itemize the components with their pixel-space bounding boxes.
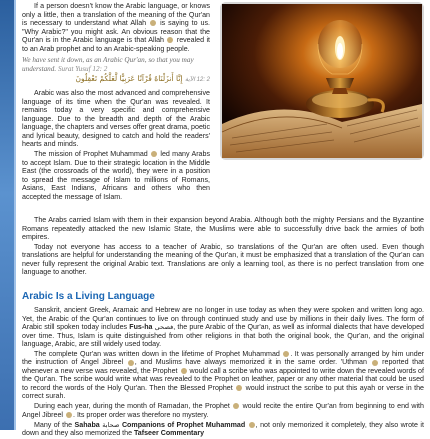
fusha-term: Fus-ha bbox=[129, 323, 153, 331]
honorific-icon bbox=[66, 412, 72, 418]
tafseer-term: Tafseer bbox=[134, 429, 159, 438]
intro-text-2: is saying to us. "Why Arabic?" you might ask. An obvious reason that the Qur'an is in the Arabic language is that Allah bbox=[22, 19, 211, 44]
compilation-text-4: reported that whenever a new verse was revealed, the Prophet bbox=[22, 358, 424, 375]
commentary-term: Commentary bbox=[160, 429, 205, 438]
intro-text-3: revealed it to an Arab prophet and to an Arabic-speaking people. bbox=[22, 36, 210, 53]
ramadan-text-3: . Its proper order was therefore no mystery. bbox=[73, 410, 209, 419]
expansion-paragraph: The Arabs carried Islam with them in their expansion beyond Arabia. Although both the mighty Persians and the Byzantine Romans repeatedly attacked the new Islamic State, the Muslims were able to successfully drive back the armies of both empires. bbox=[22, 216, 424, 241]
honorific-icon bbox=[151, 151, 157, 157]
sahaba-text-2: , not only memorized it completely, they bbox=[255, 420, 383, 429]
sahaba-text-3: also wrote it down and they also memorized the bbox=[22, 420, 424, 438]
compilation-paragraph bbox=[22, 350, 424, 401]
history-section bbox=[22, 216, 424, 278]
mission-text-1: The mission of Prophet Muhammad bbox=[34, 150, 148, 159]
living-language-section bbox=[22, 306, 424, 439]
living-language-paragraph bbox=[22, 306, 424, 349]
intro-paragraph bbox=[22, 2, 210, 53]
quran-quote-arabic bbox=[22, 74, 210, 85]
sahaba-text-1: Many of the bbox=[34, 420, 73, 429]
ramadan-paragraph bbox=[22, 402, 424, 419]
verse-number: 2 :12 الآية bbox=[184, 77, 210, 84]
ramadan-text-1: During each year, during the month of Ramadan, the Prophet bbox=[34, 402, 230, 411]
honorific-icon bbox=[249, 422, 255, 428]
honorific-icon bbox=[233, 403, 239, 409]
fusha-arabic: فصحى bbox=[154, 323, 174, 331]
compilation-text-3: , and Muslims have always memorized it in the same order. 'Uthman bbox=[134, 358, 367, 367]
page-content bbox=[22, 0, 424, 438]
honorific-icon bbox=[181, 368, 187, 374]
quote-reference: Surat Yusuf 12: 2 bbox=[57, 64, 108, 73]
sahaba-arabic: صحابة bbox=[102, 420, 120, 429]
honorific-icon bbox=[150, 20, 156, 26]
quote-arabic-text: إِنَّا أَنزَلْنَاهُ قُرْآنًا عَرَبِيًّا لَّعَلَّكُمْ تَعْقِلُونَ bbox=[75, 74, 183, 84]
oil-lamp-illustration bbox=[222, 4, 422, 158]
compilation-text-5: would call a scribe who was appointed to write down the revealed words of the Qur'an. The scribe would write what was revealed to the Prophet on leather, paper or any other material that could be used to record the words of the Holy Qur'an. Then the Blessed Prophet bbox=[22, 366, 424, 392]
ramadan-text-2: would recite the entire Qur'an from beginning to end with Angel Jibreel bbox=[22, 402, 424, 419]
honorific-icon bbox=[372, 360, 378, 366]
honorific-icon bbox=[283, 351, 289, 357]
section-heading: Arabic Is a Living Language bbox=[22, 291, 155, 302]
oil-lamp-photo bbox=[220, 2, 424, 160]
translation-paragraph: Today not everyone has access to a teacher of Arabic, so translations of the Qur'an are often used. Even though translations are helpful for understanding the meaning of the Qur'an, it must be emphasized that a translation of the Qur'an can never fully represent the original Arabic text. Translations are only a learning tool, as there is no perfect translation from one language to another. bbox=[22, 242, 424, 277]
page-side-band bbox=[0, 0, 16, 430]
mission-paragraph bbox=[22, 150, 210, 201]
compilation-text-1: The complete Qur'an was written down in the lifetime of Prophet Muhammad bbox=[34, 349, 280, 358]
mission-text-2: led many Arabs to accept Islam. Due to their strategic location in the Middle East (the crossroads of the world), they were in a position to spread the message of Islam to millions of Romans, Asians, East Indians, Africans and others who then accepted the message of Islam. bbox=[22, 150, 210, 201]
compilation-text-6: would instruct the scribe to put this ayah or verse in the correct surah. bbox=[22, 383, 424, 401]
honorific-icon bbox=[167, 37, 173, 43]
sahaba-term: Sahaba bbox=[74, 420, 100, 429]
honorific-icon bbox=[236, 385, 242, 391]
honorific-icon bbox=[128, 360, 134, 366]
sahaba-paragraph bbox=[22, 421, 424, 438]
arabic-language-paragraph: Arabic was also the most advanced and comprehensive language of its time when the Qur'an was revealed. It remains today a very specific and comprehensive language. Due to the breadth and depth of the Arabic language, the chapters and verses offer great drama, poetic and lyrical beauty, designed to catch and hold the readers' hearts and minds. bbox=[22, 89, 210, 149]
quran-quote-english bbox=[22, 56, 210, 73]
companions-term: Companions of Prophet Muhammad bbox=[121, 420, 246, 429]
living-text-1: Sanskrit, ancient Greek, Aramaic and Hebrew are no longer in use today as when they were spoken and written long ago. Yet, the Arabic of the Qur'an continues to live on through continued study and use by millions in their daily lives. The form of Arabic still spoken today includes bbox=[22, 306, 424, 331]
compilation-text-2: . It was personally arranged by him under the instruction of Angel Jibreel bbox=[22, 349, 424, 367]
quote-text: We have sent it down, as an Arabic Qur'an, so that you may understand. bbox=[22, 56, 194, 73]
left-column bbox=[22, 2, 210, 202]
living-text-2: , the pure Arabic of the Qur'an, as well as informal dialects that have developed over time. Thus, Islam is quite distinguished from other religions in that both the original book, the Qur'an, and the original language, Arabic, are still widely used today. bbox=[22, 323, 424, 348]
intro-text-1: If a person doesn't know the Arabic language, or knows only a little, then a translation of the meaning of the Qur'an is necessary to understand what Allah bbox=[22, 2, 210, 27]
